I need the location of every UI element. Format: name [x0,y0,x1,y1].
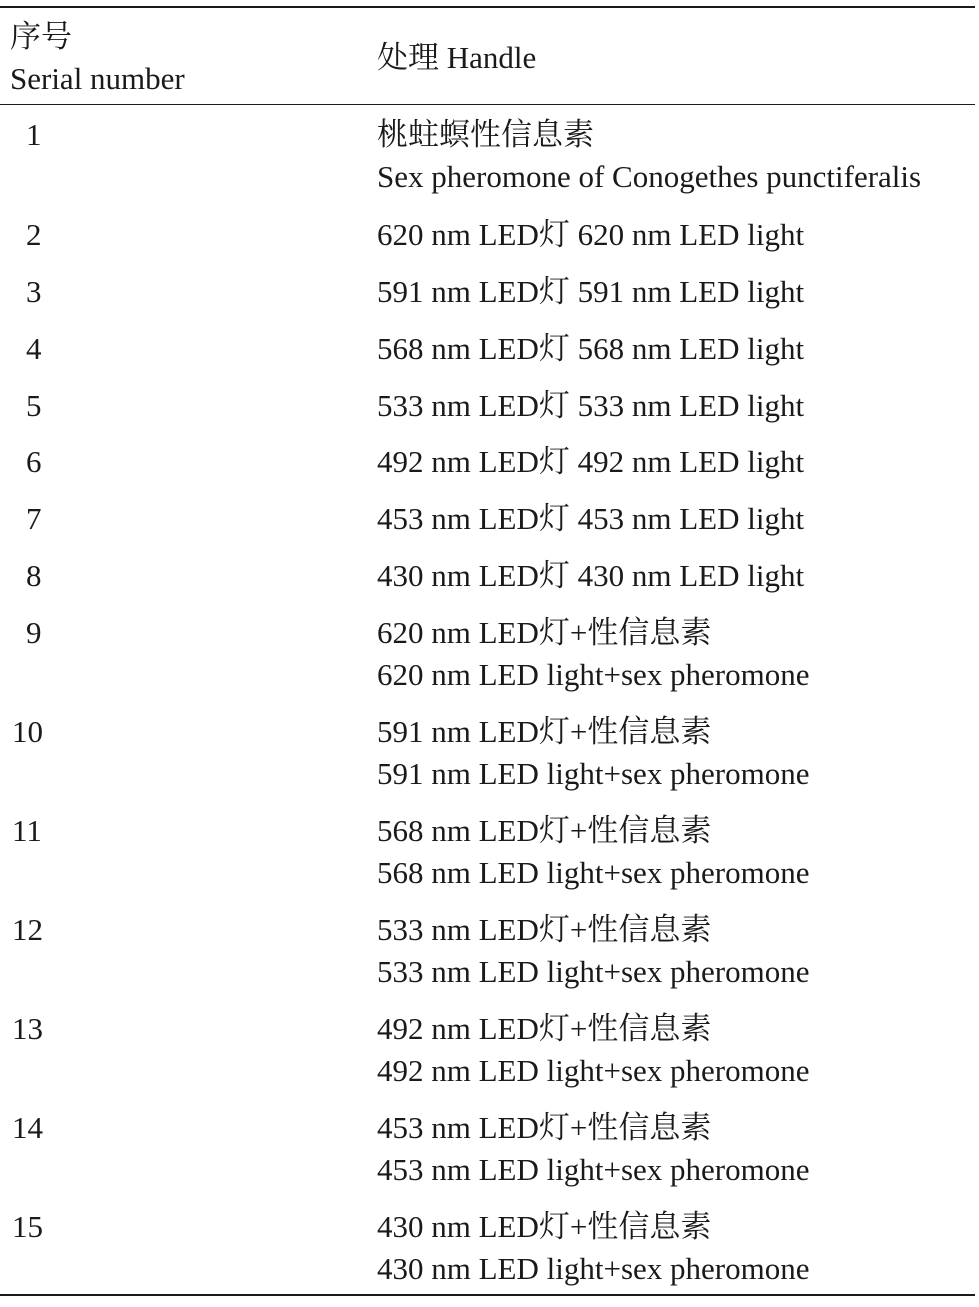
row-1-num: 1 [26,117,42,152]
row-15-handle-en: 430 nm LED light+sex pheromone [377,1251,810,1286]
row-3-num: 3 [26,274,42,309]
row-13-handle-en: 492 nm LED light+sex pheromone [377,1053,810,1088]
row-2-num: 2 [26,217,42,252]
row-2-handle: 620 nm LED灯 620 nm LED light [377,217,805,252]
row-9-handle-zh: 620 nm LED灯+性信息素 [377,615,712,650]
row-11-handle-en: 568 nm LED light+sex pheromone [377,855,810,890]
row-10-handle-en: 591 nm LED light+sex pheromone [377,756,810,791]
row-6-num: 6 [26,444,42,479]
row-7-handle: 453 nm LED灯 453 nm LED light [377,501,805,536]
row-4-num: 4 [26,331,42,366]
header-serial [10,16,185,100]
row-13-handle [377,1008,809,1092]
row-7-num: 7 [26,501,42,536]
table-header-rule [0,104,975,105]
row-15-num: 15 [12,1209,43,1244]
row-13-handle-zh: 492 nm LED灯+性信息素 [377,1011,712,1046]
row-14-num: 14 [12,1110,43,1145]
row-10-num: 10 [12,714,43,749]
row-1-handle [377,114,921,198]
table-top-rule [0,6,975,8]
row-11-handle [377,810,809,894]
row-9-handle-en: 620 nm LED light+sex pheromone [377,657,810,692]
header-serial-en: Serial number [10,61,185,96]
row-12-handle [377,909,809,993]
row-14-handle-en: 453 nm LED light+sex pheromone [377,1152,810,1187]
row-9-num: 9 [26,615,42,650]
row-1-handle-zh: 桃蛀螟性信息素 [377,117,594,152]
row-12-handle-en: 533 nm LED light+sex pheromone [377,954,810,989]
row-8-handle: 430 nm LED灯 430 nm LED light [377,558,805,593]
row-14-handle-zh: 453 nm LED灯+性信息素 [377,1110,712,1145]
row-8-num: 8 [26,558,42,593]
row-1-handle-en: Sex pheromone of Conogethes punctiferalis [377,159,922,194]
row-12-num: 12 [12,912,43,947]
row-5-handle: 533 nm LED灯 533 nm LED light [377,388,805,423]
row-11-handle-zh: 568 nm LED灯+性信息素 [377,813,712,848]
row-14-handle [377,1107,809,1191]
row-10-handle-zh: 591 nm LED灯+性信息素 [377,714,712,749]
row-12-handle-zh: 533 nm LED灯+性信息素 [377,912,712,947]
row-13-num: 13 [12,1011,43,1046]
row-4-handle: 568 nm LED灯 568 nm LED light [377,331,805,366]
row-9-handle [377,612,809,696]
row-11-num: 11 [12,813,42,848]
table-bottom-rule [0,1294,975,1296]
row-10-handle [377,711,809,795]
row-6-handle: 492 nm LED灯 492 nm LED light [377,444,805,479]
row-3-handle: 591 nm LED灯 591 nm LED light [377,274,805,309]
header-serial-zh: 序号 [10,19,72,54]
row-15-handle-zh: 430 nm LED灯+性信息素 [377,1209,712,1244]
row-15-handle [377,1206,809,1290]
row-5-num: 5 [26,388,42,423]
header-handle: 处理 Handle [377,40,537,75]
